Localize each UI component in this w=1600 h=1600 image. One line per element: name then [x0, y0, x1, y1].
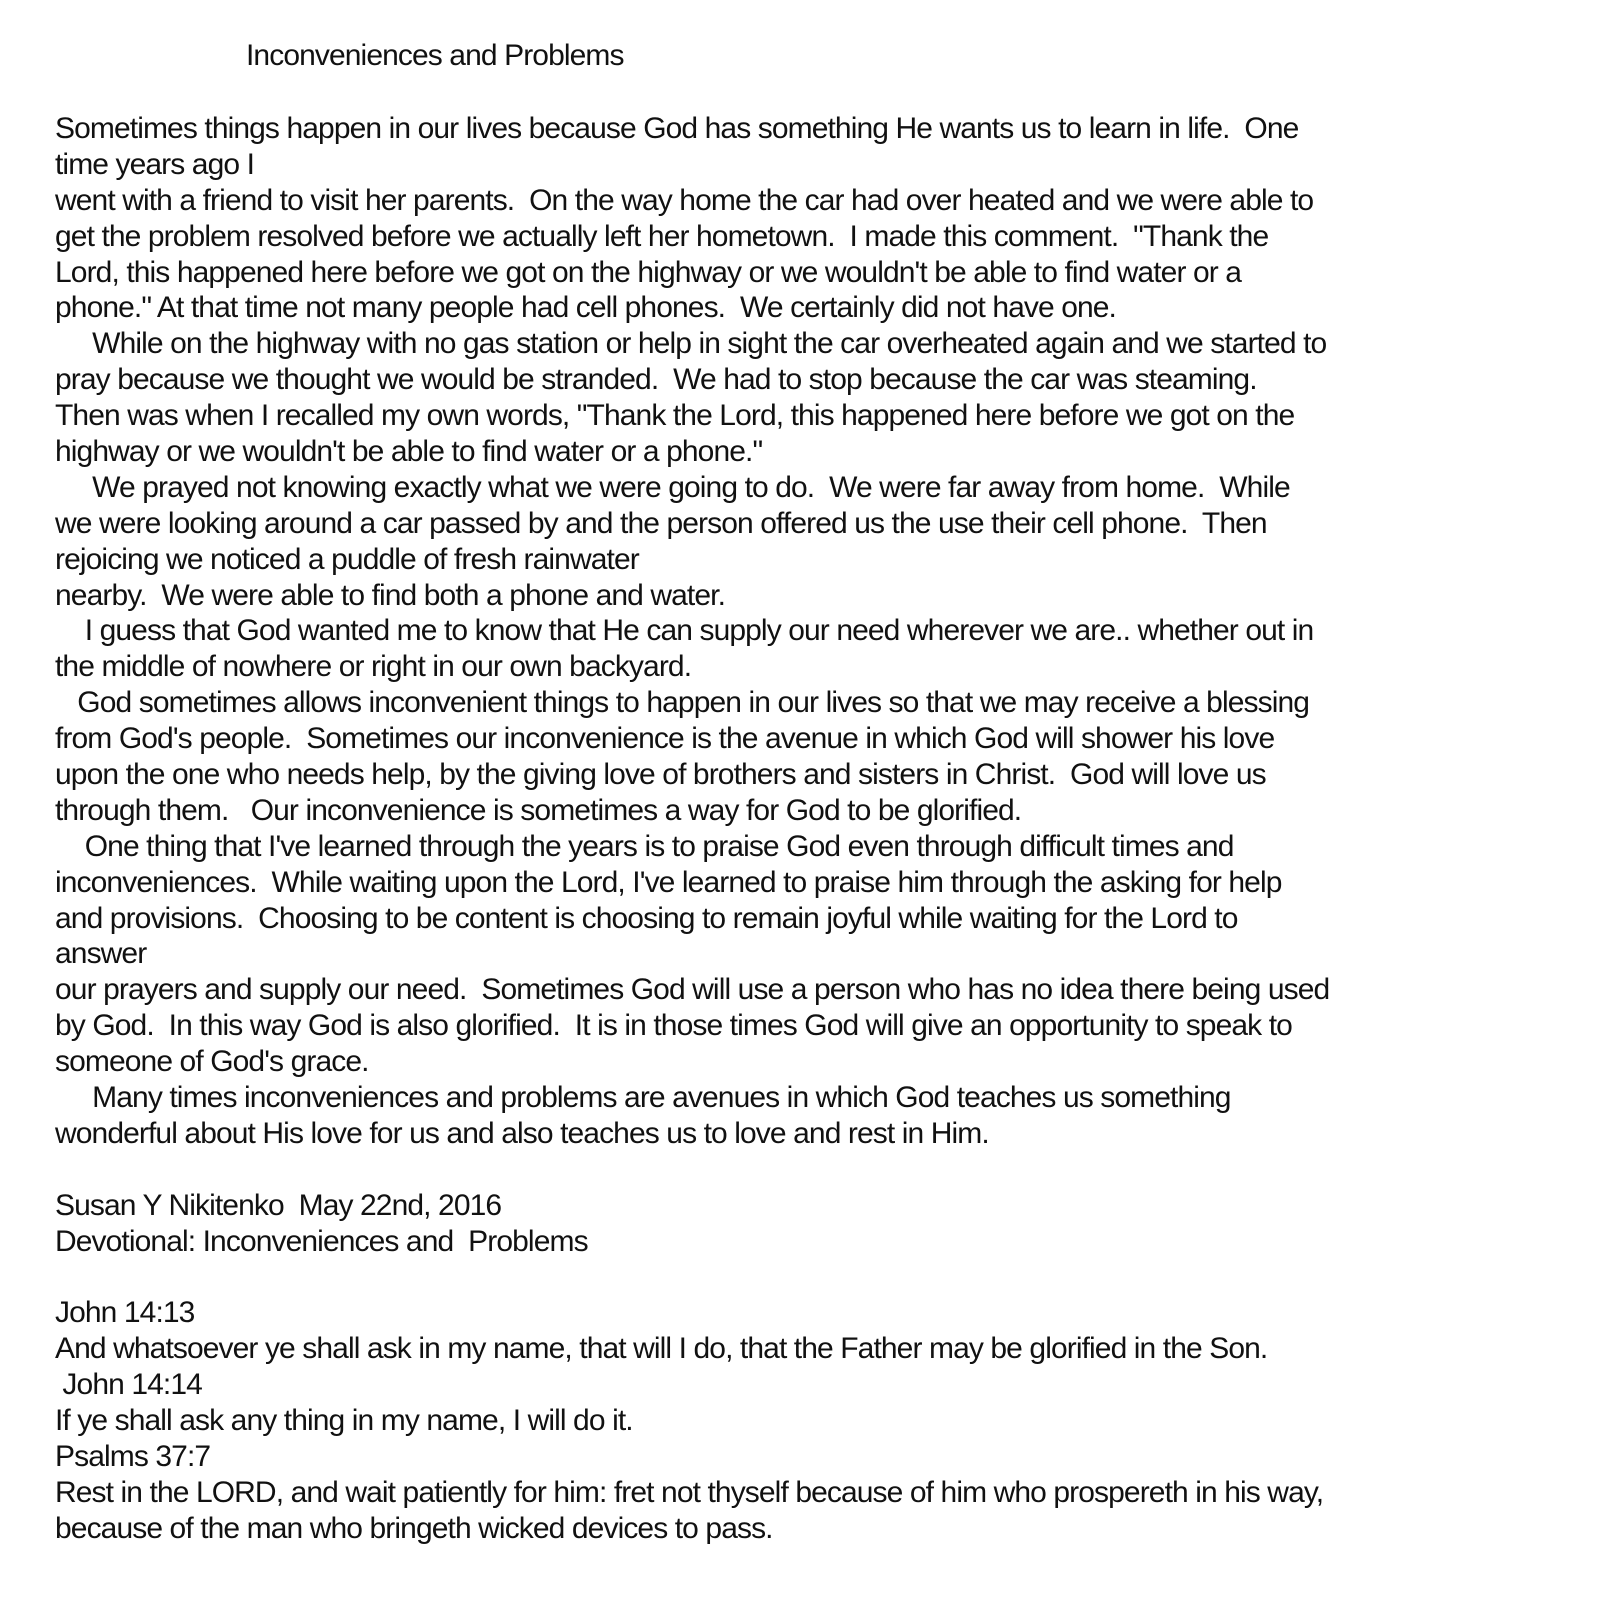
text-line: rejoicing we noticed a puddle of fresh rainwater: [55, 542, 639, 576]
text-line: because of the man who bringeth wicked devices to pass.: [55, 1511, 773, 1545]
text-line: Lord, this happened here before we got on the highway or we wouldn't be able to find water or a: [55, 255, 1242, 289]
text-line: our prayers and supply our need. Sometimes God will use a person who has no idea there being used: [55, 973, 1330, 1007]
text-line: While on the highway with no gas station or help in sight the car overheated again and we started to: [55, 327, 1327, 361]
text-line: and provisions. Choosing to be content is choosing to remain joyful while waiting for the Lord to: [55, 901, 1238, 935]
blank-line: [55, 1152, 1545, 1188]
text-line: God sometimes allows inconvenient things to happen in our lives so that we may receive a blessing: [55, 686, 1310, 720]
text-line: John 14:14: [55, 1368, 202, 1402]
text-line: answer: [55, 937, 147, 971]
text-line: Then was when I recalled my own words, "Thank the Lord, this happened here before we got on the: [55, 399, 1295, 433]
text-line: from God's people. Sometimes our inconvenience is the avenue in which God will shower his love: [55, 722, 1275, 756]
text-line: went with a friend to visit her parents. On the way home the car had over heated and we were able to: [55, 183, 1314, 217]
text-line: through them. Our inconvenience is sometimes a way for God to be glorified.: [55, 793, 1022, 827]
text-line: Many times inconveniences and problems are avenues in which God teaches us something: [55, 1081, 1231, 1115]
text-line: by God. In this way God is also glorified. It is in those times God will give an opportunity to speak to: [55, 1009, 1292, 1043]
text-line: And whatsoever ye shall ask in my name, that will I do, that the Father may be glorified in the Son.: [55, 1332, 1268, 1366]
text-line: phone." At that time not many people had cell phones. We certainly did not have one.: [55, 291, 1116, 325]
text-line: time years ago I: [55, 147, 255, 181]
text-line: we were looking around a car passed by and the person offered us the use their cell phone. Then: [55, 506, 1267, 540]
text-line: Susan Y Nikitenko May 22nd, 2016: [55, 1188, 502, 1222]
text-line: Psalms 37:7: [55, 1439, 211, 1473]
text-line: If ye shall ask any thing in my name, I will do it.: [55, 1404, 633, 1438]
document-title: Inconveniences and Problems: [246, 39, 624, 72]
text-line: John 14:13: [55, 1296, 195, 1330]
text-line: highway or we wouldn't be able to find water or a phone.": [55, 435, 763, 469]
document-body: [55, 111, 1545, 1547]
text-line: get the problem resolved before we actually left her hometown. I made this comment. "Thank the: [55, 219, 1269, 253]
text-line: upon the one who needs help, by the giving love of brothers and sisters in Christ. God will love us: [55, 758, 1266, 792]
text-line: Devotional: Inconveniences and Problems: [55, 1224, 588, 1258]
text-line: inconveniences. While waiting upon the Lord, I've learned to praise him through the asking for help: [55, 865, 1282, 899]
text-line: pray because we thought we would be stranded. We had to stop because the car was steaming.: [55, 363, 1257, 397]
text-line: Rest in the LORD, and wait patiently for him: fret not thyself because of him who prospereth in his way,: [55, 1475, 1324, 1509]
text-line: someone of God's grace.: [55, 1045, 369, 1079]
text-line: One thing that I've learned through the years is to praise God even through difficult times and: [55, 829, 1234, 863]
text-line: nearby. We were able to find both a phone and water.: [55, 578, 726, 612]
text-line: wonderful about His love for us and also teaches us to love and rest in Him.: [55, 1116, 989, 1150]
text-line: We prayed not knowing exactly what we were going to do. We were far away from home. While: [55, 470, 1290, 504]
text-line: the middle of nowhere or right in our own backyard.: [55, 650, 692, 684]
text-line: Sometimes things happen in our lives because God has something He wants us to learn in life. One: [55, 112, 1299, 145]
blank-line: [55, 1260, 1545, 1296]
text-line: I guess that God wanted me to know that He can supply our need wherever we are.. whether out in: [55, 614, 1314, 648]
